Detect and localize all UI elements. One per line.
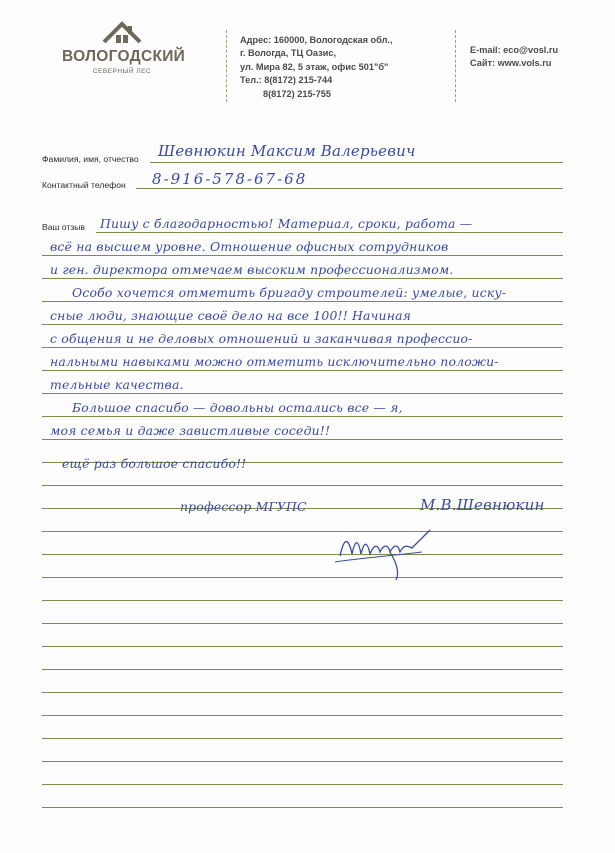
review-line: и ген. директора отмечаем высоким профессионализмом. [50,262,454,277]
header-divider-right [455,30,456,102]
handwritten-signature [330,518,450,584]
header-divider-left [226,30,227,102]
phone-handwritten: 8-916-578-67-68 [152,170,308,188]
address-line: ул. Мира 82, 5 этаж, офис 501"б" [240,61,389,72]
name-handwritten: Шевнюкин Максим Валерьевич [158,142,416,160]
signer-title-handwritten: профессор МГУПС [180,499,307,514]
ruled-line [42,485,563,486]
ruled-line [42,255,563,256]
ruled-line [42,416,563,417]
ruled-line [42,347,563,348]
phone-line [136,188,563,189]
email-line: E-mail: eco@vosl.ru [470,45,559,55]
name-line [150,162,563,163]
brand-subtitle: СЕВЕРНЫЙ ЛЕС [92,68,152,75]
review-line: всё на высшем уровне. Отношение офисных сотрудников [50,239,449,254]
company-logo [62,20,186,75]
company-address [240,34,393,101]
ruled-line [42,278,563,279]
ruled-line [96,232,563,233]
review-line: моя семья и даже завистливые соседи!! [50,423,331,438]
ruled-line [42,738,563,739]
phone-label: Контактный телефон [42,180,126,190]
review-line: тельные качества. [50,377,184,392]
ruled-line [42,439,563,440]
company-contacts [470,44,558,71]
address-line: Адрес: 160000, Вологодская обл., [240,35,393,45]
review-line: ещё раз большое спасибо!! [62,456,247,471]
ruled-line [42,324,563,325]
phone-line: 8(8172) 215-755 [263,88,331,99]
ruled-line [42,646,563,647]
ruled-line [42,370,563,371]
brand-name: ВОЛОГОДСКИЙ [62,48,186,65]
review-line: Особо хочется отметить бригаду строителей: умелые, иску- [72,285,507,300]
ruled-line [42,761,563,762]
ruled-line [42,301,563,302]
phone-line: Тел.: 8(8172) 215-744 [240,75,333,86]
ruled-line [42,393,563,394]
review-line: сные люди, знающие своё дело на все 100!! Начиная [50,308,412,323]
address-line: г. Вологда, ТЦ Оазис, [240,48,337,59]
review-line: с общения и не деловых отношений и заканчивая профессио- [50,331,473,346]
ruled-line [42,692,563,693]
house-roof-icon [100,20,144,46]
review-line: Большое спасибо — довольны остались все — я, [72,400,403,415]
ruled-line [42,554,563,555]
site-line: Сайт: www.vols.ru [470,58,552,69]
ruled-line [42,531,563,532]
ruled-line [42,623,563,624]
ruled-line [42,669,563,670]
ruled-line [42,807,563,808]
review-line: нальными навыками можно отметить исключительно положи- [50,354,499,369]
signer-name-handwritten: М.В.Шевнюкин [420,496,545,514]
review-label: Ваш отзыв [42,222,86,232]
ruled-line [42,577,563,578]
name-label: Фамилия, имя, отчество [42,154,139,164]
ruled-line [42,715,563,716]
ruled-line [42,784,563,785]
ruled-line [42,600,563,601]
review-line: Пишу с благодарностью! Материал, сроки, работа — [100,216,473,231]
